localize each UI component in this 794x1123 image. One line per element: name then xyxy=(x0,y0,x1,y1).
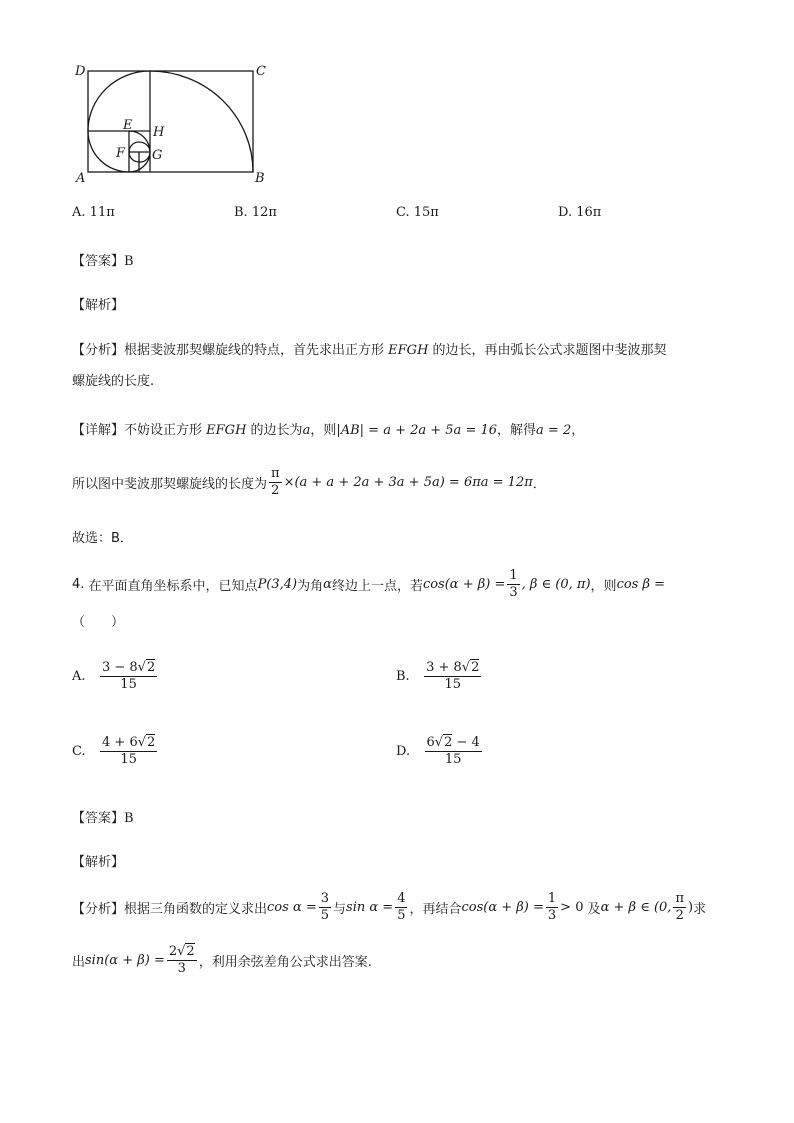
fenxi-tag: 【分析】 xyxy=(72,902,125,917)
answer-tag: 【答案】 xyxy=(72,254,125,269)
period: ． xyxy=(532,477,546,492)
detail-text: ，则 xyxy=(310,423,337,438)
equation: ) xyxy=(688,900,694,915)
radicand: 2 xyxy=(186,944,195,959)
detail-text: ，解得 xyxy=(497,423,537,438)
fraction xyxy=(673,891,686,924)
label-F: F xyxy=(116,146,126,161)
q4-analysis-tag: 【解析】 xyxy=(72,855,125,870)
option-letter: D. xyxy=(558,205,573,220)
question-number: 4. xyxy=(72,577,85,592)
label-A: A xyxy=(76,171,86,186)
detail-text: 不妨设正方形 xyxy=(124,423,203,438)
radicand: 2 xyxy=(471,660,480,675)
q4-option-b xyxy=(396,660,483,693)
denominator: 15 xyxy=(444,677,461,692)
numerator-text: 2 xyxy=(168,944,178,959)
option-letter: A. xyxy=(72,205,86,220)
equation: > 0 xyxy=(560,900,584,915)
q3-detail-line1 xyxy=(72,419,584,438)
stem-text: 为角 xyxy=(297,579,324,594)
q3-length-line xyxy=(72,466,546,499)
fraction xyxy=(395,891,407,924)
q3-answer xyxy=(72,250,134,269)
alpha: α xyxy=(323,577,332,592)
point: P(3,4) xyxy=(257,577,298,592)
fraction xyxy=(269,466,282,499)
fenxi-text: 出 xyxy=(72,955,86,970)
fenxi-text: 根据斐波那契螺旋线的特点，首先求出正方形 xyxy=(124,343,385,358)
length-text: 所以图中斐波那契螺旋线的长度为 xyxy=(72,477,268,492)
option-value: 12π xyxy=(251,205,277,220)
option-value: 11π xyxy=(89,205,115,220)
q3-option-d xyxy=(558,205,601,220)
numerator: 3 xyxy=(320,891,330,906)
option-letter: C. xyxy=(72,744,86,759)
q4-option-c xyxy=(72,735,159,768)
fenxi-text: 的边长，再由弧长公式求题图中斐波那契 xyxy=(432,343,667,358)
denominator: 3 xyxy=(547,908,557,923)
fraction xyxy=(546,891,558,924)
q3-option-c xyxy=(396,205,439,220)
numerator-text: 3 − 8 xyxy=(101,660,138,675)
q3-fenxi-line2: 螺旋线的长度. xyxy=(72,374,155,389)
equation: α + β ∈ (0, xyxy=(600,900,672,915)
label-B: B xyxy=(255,171,265,186)
stem-text: ，则 xyxy=(590,579,617,594)
equation: ×(a + a + 2a + 3a + 5a) = 6πa = 12π xyxy=(283,475,533,490)
q4-stem xyxy=(72,568,665,601)
fenxi-text: 根据三角函数的定义求出 xyxy=(124,902,268,917)
numerator-text: 6 xyxy=(426,735,435,750)
equation: sin(α + β) = xyxy=(85,953,165,968)
numerator-text: 4 + 6 xyxy=(102,735,138,750)
q3-analysis-tag: 【解析】 xyxy=(72,298,125,313)
radicand: 2 xyxy=(444,735,453,750)
square-name: EFGH xyxy=(206,423,247,438)
outer-rectangle xyxy=(88,71,253,172)
label-G: G xyxy=(152,148,163,163)
option-value: 15π xyxy=(413,205,439,220)
equation: cos β = xyxy=(616,577,666,592)
numerator: 1 xyxy=(509,568,518,583)
denominator: 15 xyxy=(444,752,462,767)
option-fraction: $\frac{6√2 - 4}{15}$ xyxy=(426,735,480,767)
square-name: EFGH xyxy=(388,343,429,358)
radicand: 2 xyxy=(146,660,156,675)
fenxi-text: 求 xyxy=(693,902,707,917)
option-fraction: $\frac{4 + 6√2}{15}$ xyxy=(102,735,156,767)
q3-choice: 故选：B． xyxy=(72,531,133,546)
q4-paren: （ ） xyxy=(72,615,125,630)
stem-text: 在平面直角坐标系中，已知点 xyxy=(88,579,258,594)
denominator: 15 xyxy=(120,677,137,692)
answer-tag: 【答案】 xyxy=(72,811,125,826)
denominator: 3 xyxy=(509,585,518,600)
option-letter: C. xyxy=(396,205,410,220)
fraction: $\frac{2√2}{3}$ xyxy=(168,944,195,976)
numerator: π xyxy=(675,891,684,906)
option-fraction: $\frac{3 + 8√2}{15}$ xyxy=(426,660,480,692)
equation: cos(α + β) = xyxy=(422,577,506,592)
var-a: a xyxy=(302,423,311,438)
denominator: 2 xyxy=(675,908,684,923)
fraction xyxy=(507,568,519,601)
fraction xyxy=(319,891,331,924)
denominator: 2 xyxy=(271,483,280,498)
option-value: 16π xyxy=(576,205,602,220)
equation: , β ∈ (0, π) xyxy=(521,577,591,592)
label-H: H xyxy=(153,125,165,140)
fenxi-text: ，再结合 xyxy=(409,902,462,917)
equation: sin α = xyxy=(346,900,394,915)
q4-option-a xyxy=(72,660,159,693)
option-letter: B. xyxy=(396,669,410,684)
detail-text: ， xyxy=(571,423,585,438)
fenxi-tag: 【分析】 xyxy=(72,343,125,358)
option-fraction: $\frac{3 - 8√2}{15}$ xyxy=(101,660,156,692)
detail-text: 的边长为 xyxy=(250,423,303,438)
denominator: 5 xyxy=(397,908,406,923)
spiral-arc xyxy=(88,71,253,172)
fibonacci-spiral-figure xyxy=(70,58,280,188)
q4-answer xyxy=(72,807,134,826)
numerator-text: 3 + 8 xyxy=(426,660,462,675)
fenxi-text: 与 xyxy=(333,902,347,917)
q4-option-d xyxy=(396,735,484,768)
numerator: 4 xyxy=(397,891,406,906)
option-letter: D. xyxy=(396,744,411,759)
answer-value: B xyxy=(124,811,134,826)
answer-value: B xyxy=(124,254,134,269)
equation: |AB| = a + 2a + 5a = 16 xyxy=(336,423,498,438)
equation: cos(α + β) = xyxy=(461,900,544,915)
label-E: E xyxy=(123,118,133,133)
option-letter: A. xyxy=(72,669,86,684)
equation: cos α = xyxy=(267,900,317,915)
q3-fenxi-line1 xyxy=(72,339,667,358)
label-D: D xyxy=(75,64,86,79)
numerator: 1 xyxy=(547,891,557,906)
stem-text: 终边上一点，若 xyxy=(331,579,423,594)
option-letter: B. xyxy=(234,205,248,220)
q3-option-a xyxy=(72,205,115,220)
denominator: 5 xyxy=(320,908,330,923)
q3-option-b xyxy=(234,205,277,220)
numerator: π xyxy=(271,466,280,481)
radicand: 2 xyxy=(147,735,156,750)
label-C: C xyxy=(256,64,266,79)
fenxi-text: ，利用余弦差角公式求出答案. xyxy=(198,955,372,970)
fenxi-text: 及 xyxy=(587,902,601,917)
denominator: 3 xyxy=(177,961,186,976)
equation: a = 2 xyxy=(536,423,572,438)
detail-tag: 【详解】 xyxy=(72,423,125,438)
q4-fenxi-line2 xyxy=(72,944,372,977)
numerator-tail: − 4 xyxy=(452,735,480,750)
q4-fenxi-line1 xyxy=(72,891,706,924)
denominator: 15 xyxy=(120,752,137,767)
